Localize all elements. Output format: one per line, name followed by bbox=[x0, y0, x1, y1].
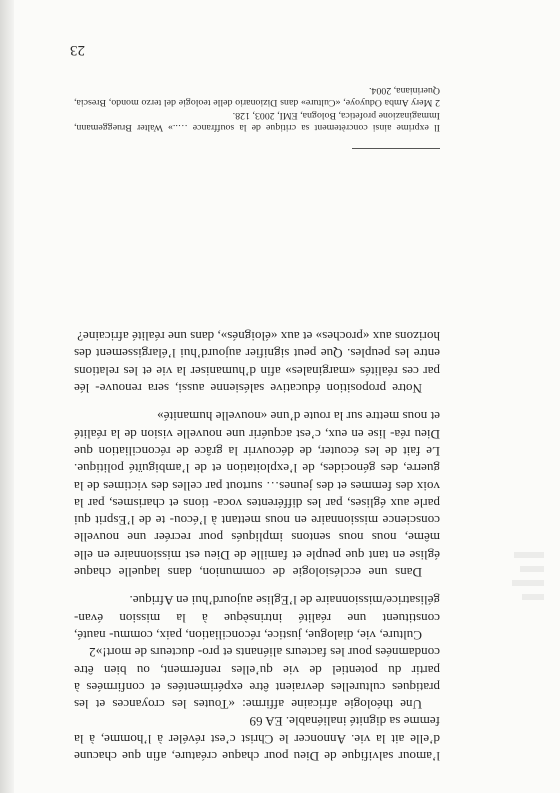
footnote: 2 Mery Amba Oduyoye, «Culture» dans Dizionario delle teologie del terzo mondo, Brescia, Queriniana, 2004. bbox=[74, 85, 440, 109]
footnote: Il exprime ainsi concrètement sa critique de la souffrance …..» Walter Brueggemann, Immaginazione profetica, Bologna, EMI, 2003, 128. bbox=[74, 109, 440, 133]
page-number: 23 bbox=[70, 42, 85, 58]
footnote-rule bbox=[352, 148, 440, 149]
paragraph: l’amour salvifique de Dieu pour chaque créature, afin que chacune d’elle ait la vie. Annoncer le Christ c’est révéler à l’homme, à la femme sa dignité inaliénable. EA 69 bbox=[74, 714, 440, 764]
paragraph: Une théologie africaine affirme: «Toutes les croyances et les pratiques culturelles devraient être expérimentées et confirmées à partir du potentiel de vie qu’elles renferment, ou bien être condamnées pour les facteurs aliénants et pro- ducteurs de mort!»2 bbox=[74, 645, 440, 713]
body-text bbox=[74, 328, 440, 765]
paragraph: Culture, vie, dialogue, justice, réconciliation, paix, commu- nauté, constituent une réalité intrinsèque à la mission évan- gélisatrice/missionnaire de l’Eglise aujourd’hui en Afrique. bbox=[74, 593, 440, 643]
footnotes bbox=[74, 84, 440, 133]
paragraph: Dans une ecclésiologie de communion, dans laquelle chaque église en tant que peuple et famille de Dieu est missionnaire en elle même, nous nous sentons impliqués pour recréer une nouvelle conscience missionnaire en nous mettant à l’écou- te de l’Esprit qui parle aux églises, par les différentes voca- tions et charismes, par la voix des femmes et des jeunes… surtout par celles des victimes de la guerre, des génocides, de l’exploitation et de l’ambiguïté politique. Le fait de les écouter, de découvrir la grâce de réconciliation que Dieu réa- lise en eux, c’est acquérir une nouvelle vision de la réalité et nous mettre sur la route d’une «nouvelle humanité» bbox=[73, 409, 440, 581]
paragraph: Notre proposition éducative salésienne aussi, sera renouve- lée par ces réalités «marginales» afin d’humaniser la vie et les relations entre les peuples. Que peut signifier aujourd’hui l’élargissement des horizons aux «proches» et aux «éloignés», dans une réalité africaine? bbox=[73, 329, 440, 397]
